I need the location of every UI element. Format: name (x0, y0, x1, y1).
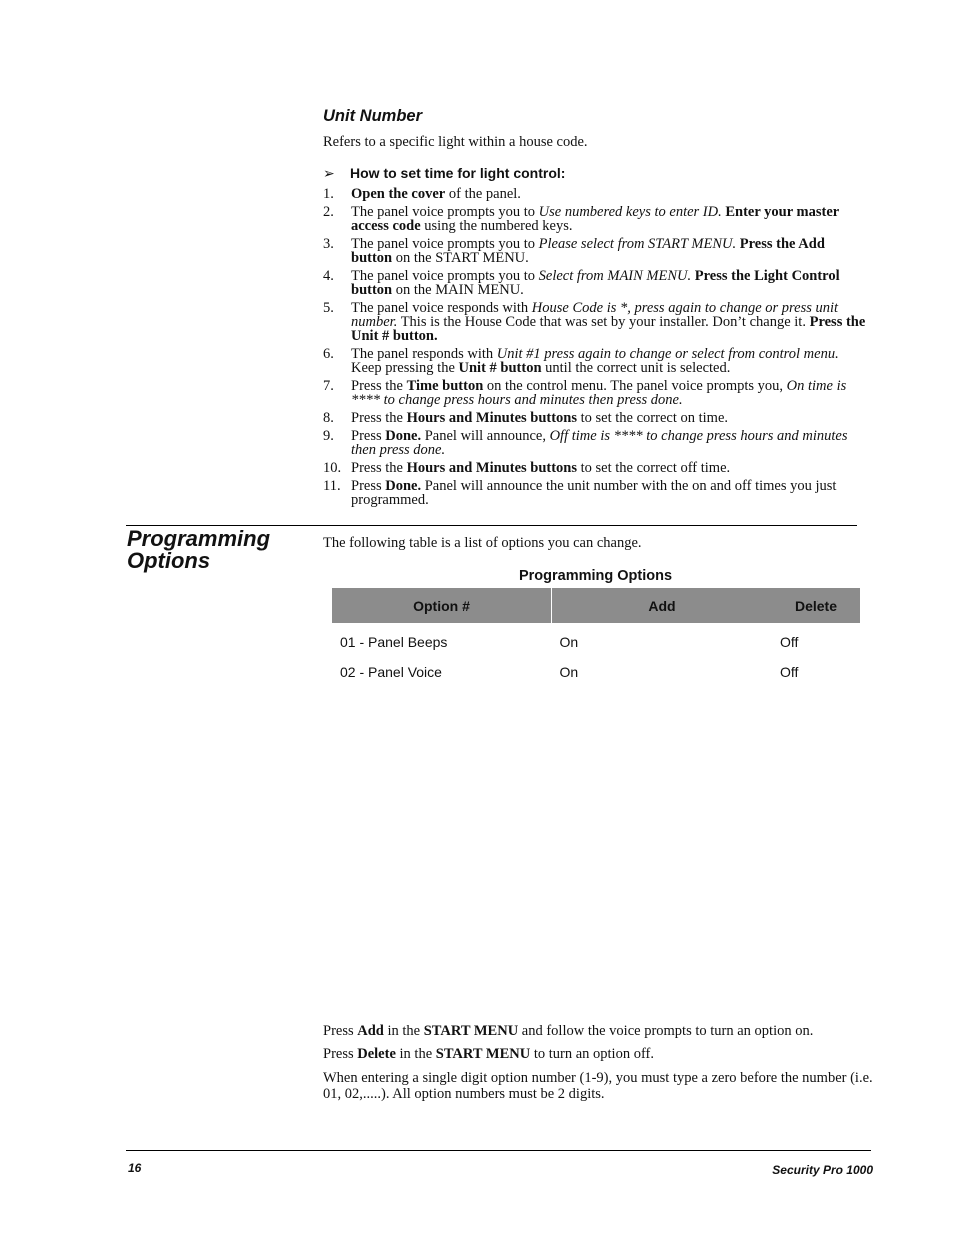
bold-text: Press the Light Control button (351, 268, 840, 298)
step-number: 4. (323, 268, 334, 284)
step-item (323, 461, 868, 475)
cell-delete: Off (780, 634, 799, 650)
howto-heading (323, 165, 565, 182)
voice-prompt-text: Please select from START MENU. (538, 236, 737, 252)
text: Press the (351, 378, 407, 394)
step-text (351, 478, 836, 508)
step-number: 11. (323, 478, 341, 494)
cell-option: 01 - Panel Beeps (340, 634, 448, 650)
header-delete: Delete (772, 588, 860, 623)
arrow-bullet-icon: ➢ (323, 165, 335, 181)
text: Press the (351, 460, 407, 476)
text: in the (395, 1046, 436, 1062)
step-item (323, 237, 868, 265)
section-title-line-2: Options (127, 548, 211, 573)
cell-delete: Off (780, 664, 799, 680)
step-text (351, 428, 848, 458)
delete-instruction (323, 1046, 873, 1062)
text: Press (323, 1023, 358, 1039)
voice-prompt-text: Unit #1 press again to change or select from control menu. (496, 346, 839, 362)
text: Press the (351, 410, 407, 426)
table-title: Programming Options (518, 568, 673, 584)
text: to set the correct off time. (577, 460, 731, 476)
step-text (351, 186, 521, 202)
table-row (332, 623, 860, 657)
step-text (351, 410, 728, 426)
howto-title: How to set time for light control: (350, 165, 566, 181)
step-number: 8. (323, 410, 334, 426)
cell-option: 02 - Panel Voice (340, 664, 442, 680)
step-text (351, 204, 839, 234)
text: The panel voice prompts you to (351, 236, 539, 252)
text: The panel voice prompts you to (351, 268, 539, 284)
text: Keep pressing the (351, 360, 459, 376)
text: to set the correct on time. (577, 410, 729, 426)
step-number: 3. (323, 236, 334, 252)
section-intro: The following table is a list of options you can change. (323, 535, 642, 551)
step-number: 1. (323, 186, 334, 202)
voice-prompt-text: On time is **** to change press hours and minutes then press done. (351, 378, 847, 408)
steps-list (323, 187, 868, 511)
step-item (323, 187, 868, 201)
bold-text: Done. (385, 428, 422, 444)
step-text (351, 460, 730, 476)
bold-text: Time button (406, 378, 484, 394)
bold-text: Done. (385, 478, 422, 494)
table-row (332, 657, 860, 687)
add-instruction (323, 1023, 873, 1039)
header-add: Add (552, 588, 773, 623)
text: on the control menu. The panel voice prompts you, (483, 378, 787, 394)
text: until the correct unit is selected. (541, 360, 731, 376)
step-item (323, 347, 868, 375)
cell-add: On (559, 664, 579, 680)
step-text (351, 268, 840, 298)
bold-text: Press the Unit # button. (351, 314, 866, 344)
bold-text: Hours and Minutes buttons (406, 410, 578, 426)
text: Panel will announce, (421, 428, 550, 444)
step-item (323, 479, 868, 507)
programming-options-table (332, 588, 860, 687)
unit-number-heading: Unit Number (323, 107, 422, 125)
step-text (351, 346, 839, 376)
step-item (323, 205, 868, 233)
text: Press (351, 478, 386, 494)
text: The panel voice prompts you to (351, 204, 539, 220)
text: on the MAIN MENU. (392, 282, 524, 298)
voice-prompt-text: Select from MAIN MENU. (538, 268, 692, 284)
text: using the numbered keys. (420, 218, 573, 234)
text: Press (351, 428, 386, 444)
table-header-row (332, 588, 860, 623)
voice-prompt-text: House Code is *, press again to change or press unit number. (351, 300, 839, 330)
bold-text: Press the Add button (351, 236, 825, 266)
step-text (351, 236, 825, 266)
bold-text: Open the cover (351, 186, 446, 202)
bold-text: START MENU (423, 1023, 519, 1039)
bold-text: Add (357, 1023, 384, 1039)
page-number: 16 (128, 1161, 142, 1175)
footer-divider (126, 1150, 871, 1151)
voice-prompt-text: Use numbered keys to enter ID. (538, 204, 722, 220)
option-number-note: When entering a single digit option number (1-9), you must type a zero before the number (i.e. 01, 02,.....). All option numbers must be 2 digits. (323, 1070, 873, 1102)
text: and follow the voice prompts to turn an option on. (518, 1023, 814, 1039)
bold-text: Unit # button (458, 360, 542, 376)
bold-text: Enter your master access code (351, 204, 839, 234)
text: to turn an option off. (530, 1046, 654, 1062)
bold-text: START MENU (435, 1046, 531, 1062)
bold-text: Delete (357, 1046, 396, 1062)
step-number: 10. (323, 460, 342, 476)
step-number: 5. (323, 300, 334, 316)
section-title (127, 528, 270, 572)
text: Panel will announce the unit number with the on and off times you just programmed. (351, 478, 837, 508)
step-text (351, 300, 865, 344)
bold-text: Hours and Minutes buttons (406, 460, 578, 476)
text: The panel responds with (351, 346, 497, 362)
text: This is the House Code that was set by your installer. Don’t change it. (397, 314, 810, 330)
step-item (323, 379, 868, 407)
text: in the (383, 1023, 424, 1039)
step-item (323, 301, 868, 343)
step-item (323, 429, 868, 457)
step-number: 9. (323, 428, 334, 444)
cell-add: On (559, 634, 579, 650)
product-name: Security Pro 1000 (772, 1163, 873, 1177)
text: of the panel. (445, 186, 521, 202)
step-item (323, 411, 868, 425)
text: Press (323, 1046, 358, 1062)
section-title-line-1: Programming (127, 526, 271, 551)
step-item (323, 269, 868, 297)
step-number: 2. (323, 204, 334, 220)
step-number: 6. (323, 346, 334, 362)
text: The panel voice responds with (351, 300, 532, 316)
text: on the START MENU. (392, 250, 529, 266)
header-option: Option # (332, 588, 552, 623)
step-number: 7. (323, 378, 334, 394)
step-text (351, 378, 846, 408)
voice-prompt-text: Off time is **** to change press hours and minutes then press done. (351, 428, 848, 458)
unit-number-description: Refers to a specific light within a house code. (323, 134, 588, 150)
